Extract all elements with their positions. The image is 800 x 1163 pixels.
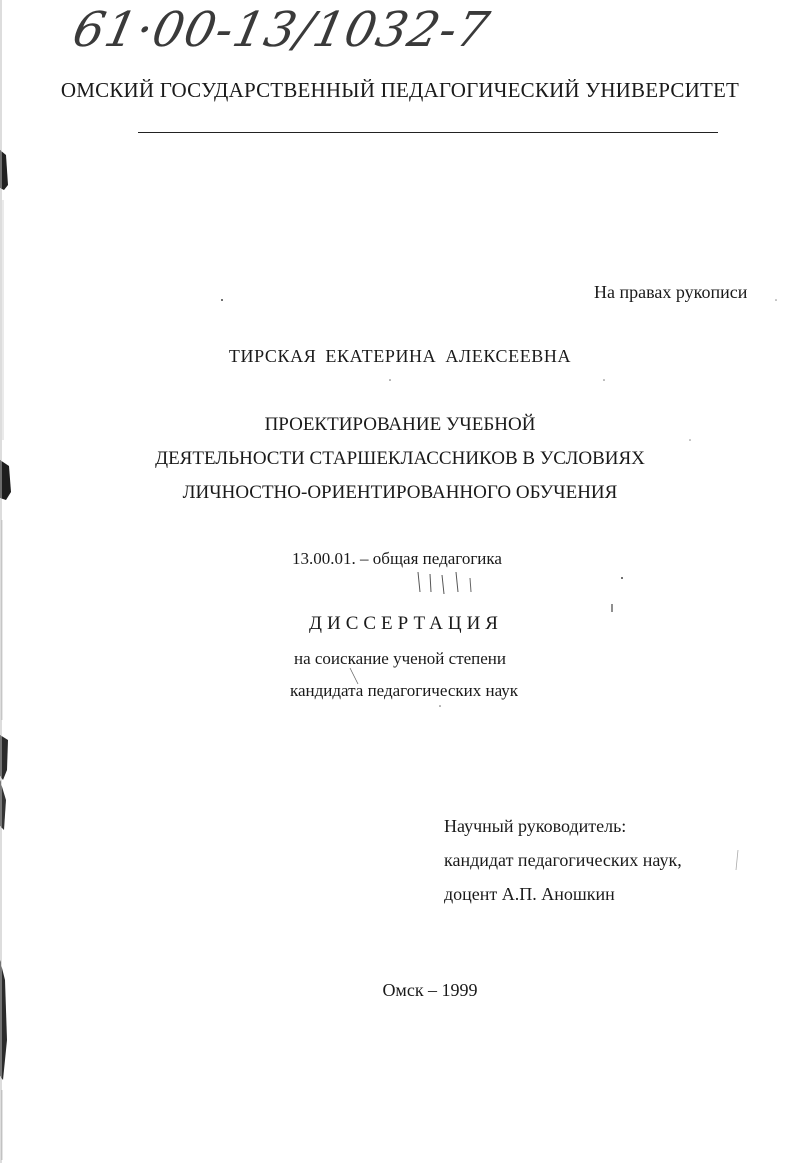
degree-line: на соискание ученой степени [293, 649, 507, 668]
specialty-code: 13.00.01. – общая педагогика [292, 549, 502, 568]
work-type: ДИССЕРТАЦИЯ [309, 613, 503, 634]
title-line: ПРОЕКТИРОВАНИЕ УЧЕБНОЙ [264, 414, 536, 435]
supervisor-line: Научный руководитель: [444, 816, 627, 836]
university-name: ОМСКИЙ ГОСУДАРСТВЕННЫЙ ПЕДАГОГИЧЕСКИЙ УНИВЕРСИТЕТ [60, 78, 740, 102]
supervisor-line: кандидат педагогических наук, [444, 850, 682, 870]
author-name: ТИРСКАЯ ЕКАТЕРИНА АЛЕКСЕЕВНА [228, 346, 572, 366]
supervisor-line: доцент А.П. Аношкин [444, 884, 615, 904]
degree-line: кандидата педагогических наук [289, 681, 519, 700]
title-line: ДЕЯТЕЛЬНОСТИ СТАРШЕКЛАССНИКОВ В УСЛОВИЯХ [155, 448, 645, 469]
place-year: Омск – 1999 [382, 980, 478, 1000]
title-line: ЛИЧНОСТНО-ОРИЕНТИРОВАННОГО ОБУЧЕНИЯ [182, 482, 618, 503]
rights-note: На правах рукописи [594, 282, 748, 302]
archive-handwritten-number: 61·00-13/1032-7 [68, 2, 495, 58]
